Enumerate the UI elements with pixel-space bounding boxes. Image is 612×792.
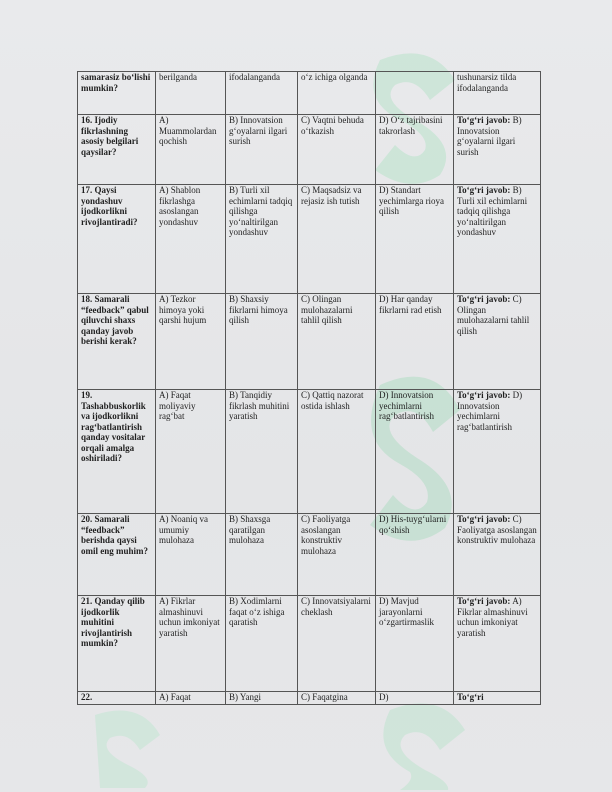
answer-text: A) Fikrlar almashinuvi uchun imkoniyat yaratish [457, 596, 528, 638]
answer-label: To‘g‘ri [457, 692, 484, 702]
option-d-cell: D) Har qanday fikrlarni rad etish [376, 294, 454, 390]
option-a-cell: A) Noaniq va umumiy mulohaza [156, 514, 226, 596]
table-row [78, 72, 541, 115]
option-b-cell: B) Yangi [226, 692, 298, 705]
answer-text: C) Faoliyatga asoslangan konstruktiv mulohaza [457, 514, 537, 545]
question-cell: samarasiz bo‘lishi mumkin? [78, 72, 156, 115]
answer-text: D) Innovatsion yechimlarni rag‘batlantirish [457, 390, 523, 432]
option-d-cell: D) His-tuyg‘ularni qo‘shish [376, 514, 454, 596]
answer-cell [454, 596, 541, 692]
option-b-cell: B) Tanqidiy fikrlash muhitini yaratish [226, 390, 298, 514]
option-a-cell: A) Muammolardan qochish [156, 115, 226, 185]
answer-label: To‘g‘ri javob: [457, 115, 511, 125]
answer-cell [454, 115, 541, 185]
table-row [78, 514, 541, 596]
option-c-cell: C) Faoliyatga asoslangan konstruktiv mulohaza [298, 514, 376, 596]
table-row [78, 596, 541, 692]
option-c-cell: C) Maqsadsiz va rejasiz ish tutish [298, 185, 376, 294]
answer-cell [454, 185, 541, 294]
option-a-cell: A) Tezkor himoya yoki qarshi hujum [156, 294, 226, 390]
option-b-cell: B) Innovatsion g‘oyalarni ilgari surish [226, 115, 298, 185]
option-d-cell [376, 72, 454, 115]
option-c-cell: C) Vaqtni behuda o‘tkazish [298, 115, 376, 185]
answer-text: C) Olingan mulohazalarni tahlil qilish [457, 294, 530, 336]
answer-text: B) Innovatsion g‘oyalarni ilgari surish [457, 115, 522, 157]
question-cell: 16. Ijodiy fikrlashning asosiy belgilari qaysilar? [78, 115, 156, 185]
option-a-cell: A) Shablon fikrlashga asoslangan yondashuv [156, 185, 226, 294]
question-cell: 22. [78, 692, 156, 705]
option-c-cell: C) Qattiq nazorat ostida ishlash [298, 390, 376, 514]
question-cell: 21. Qanday qilib ijodkorlik muhitini rivojlantirish mumkin? [78, 596, 156, 692]
question-cell: 17. Qaysi yondashuv ijodkorlikni rivojlantiradi? [78, 185, 156, 294]
answer-label: To‘g‘ri javob: [457, 294, 511, 304]
option-c-cell: C) Innovatsiyalarni cheklash [298, 596, 376, 692]
option-c-cell: C) Faqatgina [298, 692, 376, 705]
quiz-table [77, 71, 541, 705]
option-d-cell: D) Standart yechimlarga rioya qilish [376, 185, 454, 294]
answer-label: To‘g‘ri javob: [457, 390, 511, 400]
question-cell: 18. Samarali “feedback” qabul qiluvchi shaxs qanday javob berishi kerak? [78, 294, 156, 390]
answer-label: To‘g‘ri javob: [457, 596, 511, 606]
question-cell: 20. Samarali “feedback” berishda qaysi omil eng muhim? [78, 514, 156, 596]
option-a-cell: A) Faqat [156, 692, 226, 705]
option-c-cell: C) Olingan mulohazalarni tahlil qilish [298, 294, 376, 390]
answer-cell [454, 72, 541, 115]
option-b-cell: B) Turli xil echimlarni tadqiq qilishga yo‘naltirilgan yondashuv [226, 185, 298, 294]
option-d-cell: D) Innovatsion yechimlarni rag‘batlantirish [376, 390, 454, 514]
question-cell: 19. Tashabbuskorlik va ijodkorlikni rag‘batlantirish qanday vositalar orqali amalga oshiriladi? [78, 390, 156, 514]
answer-label: To‘g‘ri javob: [457, 514, 511, 524]
answer-text: B) Turli xil echimlarni tadqiq qilishga yo‘naltirilgan yondashuv [457, 185, 528, 237]
table-row [78, 115, 541, 185]
answer-cell [454, 692, 541, 705]
table-row [78, 185, 541, 294]
option-b-cell: B) Shaxsiy fikrlarni himoya qilish [226, 294, 298, 390]
answer-text: tushunarsiz tilda ifodalanganda [457, 72, 517, 93]
option-d-cell: D) [376, 692, 454, 705]
option-b-cell: B) Xodimlarni faqat o‘z ishiga qaratish [226, 596, 298, 692]
answer-cell [454, 390, 541, 514]
table-row [78, 294, 541, 390]
watermark-shape-bottom-right [370, 690, 480, 790]
watermark-shape-bottom-left [80, 700, 170, 790]
option-d-cell: D) O‘z tajribasini takrorlash [376, 115, 454, 185]
option-b-cell: B) Shaxsga qaratilgan mulohaza [226, 514, 298, 596]
answer-cell [454, 514, 541, 596]
answer-cell [454, 294, 541, 390]
answer-label: To‘g‘ri javob: [457, 185, 511, 195]
table-row [78, 692, 541, 705]
option-a-cell: A) Faqat moliyaviy rag‘bat [156, 390, 226, 514]
option-b-cell: ifodalanganda [226, 72, 298, 115]
option-a-cell: berilganda [156, 72, 226, 115]
option-d-cell: D) Mavjud jarayonlarni o‘zgartirmaslik [376, 596, 454, 692]
option-a-cell: A) Fikrlar almashinuvi uchun imkoniyat yaratish [156, 596, 226, 692]
option-c-cell: o‘z ichiga olganda [298, 72, 376, 115]
table-row [78, 390, 541, 514]
